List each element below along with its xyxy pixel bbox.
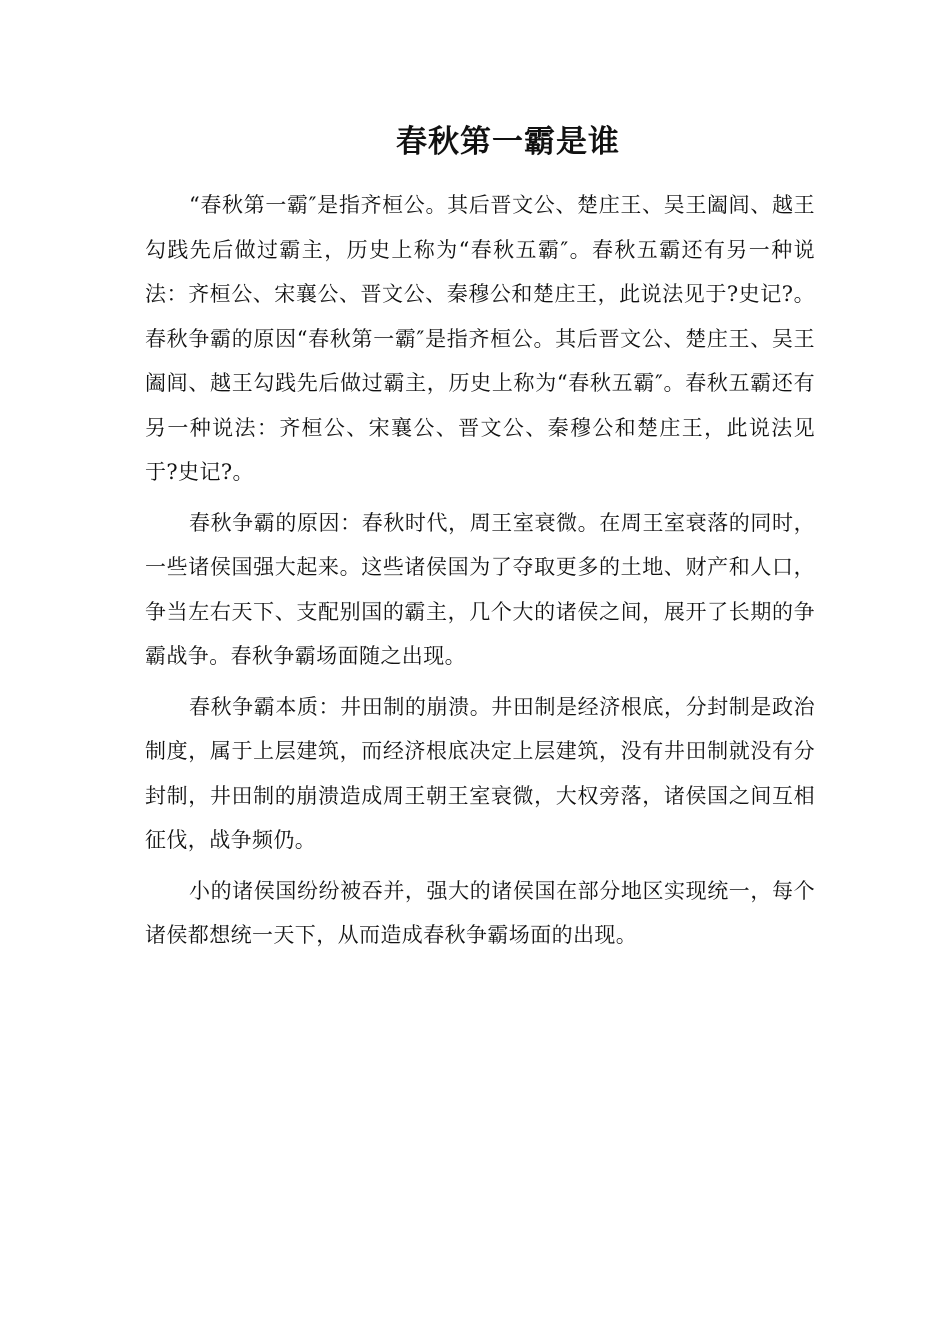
- paragraph-4: 小的诸侯国纷纷被吞并，强大的诸侯国在部分地区实现统一，每个诸侯都想统一天下，从而造成春秋争霸场面的出现。: [145, 878, 815, 947]
- paragraph-2: 春秋争霸的原因：春秋时代，周王室衰微。在周王室衰落的同时，一些诸侯国强大起来。这些诸侯国为了夺取更多的土地、财产和人口，争当左右天下、支配别国的霸主，几个大的诸侯之间，展开了长期的争霸战争。春秋争霸场面随之出现。: [145, 510, 815, 668]
- document-title: 春秋第一霸是谁: [396, 124, 620, 160]
- document-body: [145, 183, 815, 964]
- paragraph-1: “春秋第一霸″是指齐桓公。其后晋文公、楚庄王、吴王阖闾、越王勾践先后做过霸主，历史上称为“春秋五霸″。春秋五霸还有另一种说法：齐桓公、宋襄公、晋文公、秦穆公和楚庄王，此说法见于?史记?。春秋争霸的原因“春秋第一霸″是指齐桓公。其后晋文公、楚庄王、吴王阖闾、越王勾践先后做过霸主，历史上称为“春秋五霸″。春秋五霸还有另一种说法：齐桓公、宋襄公、晋文公、秦穆公和楚庄王，此说法见于?史记?。: [145, 193, 815, 484]
- paragraph-3: 春秋争霸本质：井田制的崩溃。井田制是经济根底，分封制是政治制度，属于上层建筑，而经济根底决定上层建筑，没有井田制就没有分封制，井田制的崩溃造成周王朝王室衰微，大权旁落，诸侯国之间互相征伐，战争频仍。: [145, 694, 815, 852]
